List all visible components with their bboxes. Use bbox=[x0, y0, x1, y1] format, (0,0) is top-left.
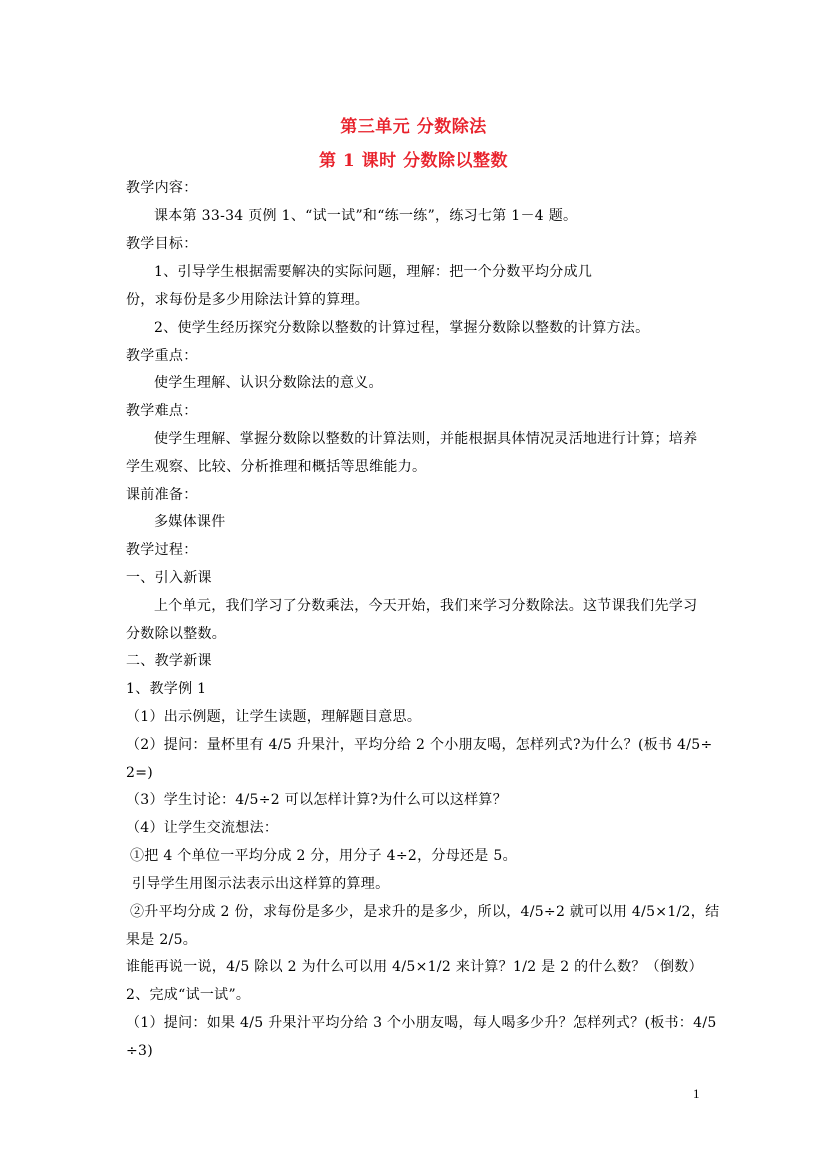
paragraph-line: 上个单元，我们学习了分数乘法，今天开始，我们来学习分数除法。这节课我们先学习 bbox=[154, 598, 698, 614]
heading-objectives: 教学目标： bbox=[126, 236, 198, 252]
paragraph-line: 1、引导学生根据需要解决的实际问题，理解：把一个分数平均分成几 bbox=[154, 264, 593, 280]
lesson-title: 第 1 课时 分数除以整数 bbox=[318, 151, 509, 171]
paragraph-line: ①把 4 个单位一平均分成 2 分，用分子 4÷2，分母还是 5。 bbox=[130, 848, 517, 864]
paragraph-line: 使学生理解、认识分数除法的意义。 bbox=[154, 375, 383, 391]
heading-difficulties: 教学难点： bbox=[126, 403, 198, 419]
heading-preparation: 课前准备： bbox=[126, 487, 198, 503]
subsection-heading: 2、完成“试一试”。 bbox=[126, 987, 251, 1003]
paragraph-line: 果是 2/5。 bbox=[126, 932, 198, 948]
paragraph-line: 学生观察、比较、分析推理和概括等思维能力。 bbox=[126, 459, 427, 475]
paragraph-line: 谁能再说一说，4/5 除以 2 为什么可以用 4/5×1/2 来计算？1/2 是 2 的什么数？（倒数） bbox=[126, 959, 703, 975]
paragraph-line: ÷3) bbox=[126, 1043, 153, 1059]
paragraph-line: （1）提问：如果 4/5 升果汁平均分给 3 个小朋友喝，每人喝多少升？怎样列式？(板书：4/5 bbox=[126, 1015, 717, 1031]
paragraph-line: （3）学生讨论：4/5÷2 可以怎样计算?为什么可以这样算？ bbox=[126, 792, 508, 808]
paragraph-line: 2、使学生经历探究分数除以整数的计算过程，掌握分数除以整数的计算方法。 bbox=[154, 320, 650, 336]
section-heading: 一、引入新课 bbox=[126, 570, 212, 586]
paragraph-line: 使学生理解、掌握分数除以整数的计算法则，并能根据具体情况灵活地进行计算；培养 bbox=[154, 431, 698, 447]
heading-content: 教学内容： bbox=[126, 180, 198, 196]
heading-key-points: 教学重点： bbox=[126, 348, 198, 364]
paragraph-line: 份，求每份是多少用除法计算的算理。 bbox=[126, 292, 370, 308]
subsection-heading: 1、教学例 1 bbox=[126, 681, 207, 697]
paragraph-line: 分数除以整数。 bbox=[126, 626, 227, 642]
heading-process: 教学过程： bbox=[126, 542, 198, 558]
paragraph-line: （4）让学生交流想法： bbox=[126, 820, 279, 836]
paragraph-line: （1）出示例题，让学生读题，理解题目意思。 bbox=[126, 709, 422, 725]
paragraph-line: 多媒体课件 bbox=[154, 514, 226, 530]
paragraph-line: 2=) bbox=[126, 765, 153, 781]
paragraph-line: 引导学生用图示法表示出这样算的算理。 bbox=[132, 876, 390, 892]
paragraph-line: 课本第 33-34 页例 1、“试一试”和“练一练”，练习七第 1－4 题。 bbox=[154, 208, 578, 224]
page-number: 1 bbox=[693, 1086, 700, 1101]
section-heading: 二、教学新课 bbox=[126, 653, 212, 669]
paragraph-line: （2）提问：量杯里有 4/5 升果汁，平均分给 2 个小朋友喝，怎样列式?为什么？(板书 4/5÷ bbox=[126, 737, 713, 753]
unit-title: 第三单元 分数除法 bbox=[340, 117, 487, 137]
paragraph-line: ②升平均分成 2 份，求每份是多少，是求升的是多少，所以，4/5÷2 就可以用 4/5×1/2，结 bbox=[130, 904, 720, 920]
